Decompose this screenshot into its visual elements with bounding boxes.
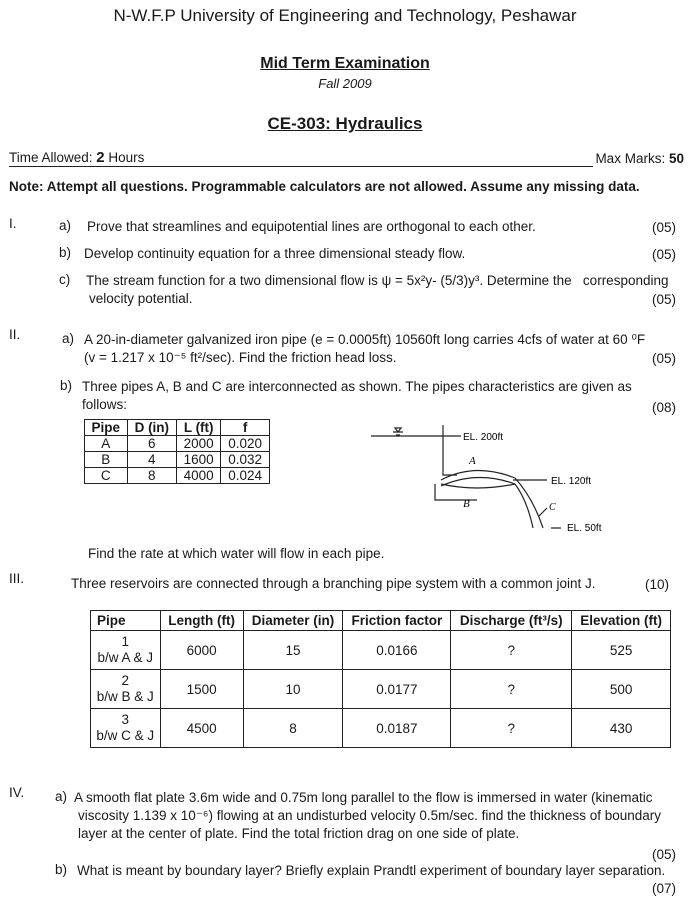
reservoir-pipe-figure <box>365 420 635 545</box>
q4b-text: What is meant by boundary layer? Briefly explain Prandtl experiment of boundary layer separation. <box>77 863 666 878</box>
pipe-c <box>515 478 543 528</box>
reservoir-outline <box>371 436 457 475</box>
table-cell-pipe <box>91 709 161 748</box>
pipe-between: b/w C & J <box>96 728 155 743</box>
q2b-text-1: Three pipes A, B and C are interconnected as shown. The pipes characteristics are given as <box>82 379 632 394</box>
table-cell: 15 <box>243 631 343 670</box>
table-cell: ? <box>451 631 572 670</box>
pipe-characteristics-table <box>84 419 270 484</box>
el2-label: EL. 120ft <box>551 476 592 487</box>
table-header-cell: L (ft) <box>177 420 221 436</box>
table-cell: 0.020 <box>221 436 270 452</box>
table-header-cell: f <box>221 420 270 436</box>
pipe-c-label: C <box>549 502 556 513</box>
q2b-find: Find the rate at which water will flow in each pipe. <box>88 546 385 561</box>
q3-marks: (10) <box>644 577 669 592</box>
q1a-text: Prove that streamlines and equipotential lines are orthogonal to each other. <box>87 219 536 234</box>
pipe-between: b/w B & J <box>96 689 154 704</box>
table-cell: 0.0177 <box>343 670 451 709</box>
q1c-label: c) <box>59 272 71 287</box>
table-cell: 8 <box>127 468 176 484</box>
table-row <box>91 709 671 748</box>
q2a-text-2: (v = 1.217 x 10⁻⁵ ft²/sec). Find the friction head loss. <box>84 350 397 365</box>
table-cell: 4500 <box>160 709 243 748</box>
q4b-marks: (07) <box>651 881 676 896</box>
el3-label: EL. 50ft <box>567 523 602 534</box>
table-header-cell: Discharge (ft³/s) <box>451 611 572 631</box>
q4a-label: a) <box>55 789 68 804</box>
q4-number: IV. <box>9 785 25 800</box>
c-leader <box>539 508 547 516</box>
table-header-cell: D (in) <box>127 420 176 436</box>
time-allowed <box>9 149 153 167</box>
el1-label: EL. 200ft <box>463 432 504 443</box>
table-cell: 6000 <box>160 631 243 670</box>
q2-number: II. <box>9 327 21 342</box>
table-header-cell: Diameter (in) <box>243 611 343 631</box>
table-cell: C <box>85 468 128 484</box>
table-header-cell: Elevation (ft) <box>572 611 671 631</box>
time-label: Time Allowed: <box>9 150 93 165</box>
marks-value: 50 <box>668 151 684 166</box>
pipe-number: 3 <box>121 712 130 727</box>
time-unit: Hours <box>108 150 145 165</box>
pipe-a <box>441 470 515 480</box>
q1c-marks: (05) <box>651 292 676 307</box>
table-cell: ? <box>451 709 572 748</box>
q4a-text-2: viscosity 1.139 x 10⁻⁶) flowing at an undisturbed velocity 0.5m/sec. find the thickness of boundary <box>78 808 661 823</box>
q1b-marks: (05) <box>651 247 676 262</box>
table-cell: B <box>85 452 128 468</box>
q1b-label: b) <box>59 245 72 260</box>
q1-number: I. <box>9 216 17 231</box>
table-header-cell: Pipe <box>91 611 161 631</box>
table-header-row <box>91 611 671 631</box>
pipe-b <box>441 484 515 488</box>
q4b-label: b) <box>55 862 68 877</box>
course-title: CE-303: Hydraulics <box>267 114 423 133</box>
table-row <box>85 436 270 452</box>
table-cell: 0.024 <box>221 468 270 484</box>
q2b-text-2: follows: <box>82 397 128 412</box>
table-cell: 1600 <box>177 452 221 468</box>
pipe-between: b/w A & J <box>97 650 154 665</box>
q2a-label: a) <box>62 331 75 346</box>
pipe-c-inner <box>515 484 533 528</box>
table-cell: 0.0187 <box>343 709 451 748</box>
pipe-b-label: B <box>463 498 470 510</box>
q4a-text-3: layer at the center of plate. Find the total friction drag on one side of plate. <box>78 826 520 841</box>
q4a-text-1: A smooth flat plate 3.6m wide and 0.75m long parallel to the flow is immersed in water (kinematic <box>74 790 653 805</box>
q4a-marks: (05) <box>651 847 676 862</box>
q3-number: III. <box>9 571 25 586</box>
table-cell: 430 <box>572 709 671 748</box>
q1a-marks: (05) <box>651 220 676 235</box>
note: Note: Attempt all questions. Programmable calculators are not allowed. Assume any missing data. <box>9 179 640 194</box>
university-name: N-W.F.P University of Engineering and Technology, Peshawar <box>113 6 577 25</box>
water-surface-symbol <box>393 428 403 435</box>
time-rule <box>153 166 593 167</box>
table-cell: 4000 <box>177 468 221 484</box>
table-cell: 8 <box>243 709 343 748</box>
table-cell: 500 <box>572 670 671 709</box>
q2b-label: b) <box>60 378 73 393</box>
pipe-a-inner <box>441 477 515 486</box>
table-cell-pipe <box>91 631 161 670</box>
marks-label: Max Marks: <box>595 151 666 166</box>
table-header-cell: Pipe <box>85 420 128 436</box>
q2a-text-1: A 20-in-diameter galvanized iron pipe (e = 0.0005ft) 10560ft long carries 4cfs of water at 60 ⁰F <box>84 332 646 347</box>
q2b-marks: (08) <box>651 400 676 415</box>
q1c-text-2: velocity potential. <box>89 291 193 306</box>
table-row <box>85 452 270 468</box>
max-marks <box>595 151 684 166</box>
exam-term: Fall 2009 <box>318 76 372 91</box>
table-cell: 0.0166 <box>343 631 451 670</box>
q2a-marks: (05) <box>651 351 676 366</box>
pipe-a-label: A <box>469 455 476 467</box>
table-cell: ? <box>451 670 572 709</box>
table-row <box>91 670 671 709</box>
table-cell: 4 <box>127 452 176 468</box>
pipe-number: 1 <box>121 634 130 649</box>
exam-title: Mid Term Examination <box>260 55 430 72</box>
table-cell: 6 <box>127 436 176 452</box>
table-header-cell: Friction factor <box>343 611 451 631</box>
q1a-label: a) <box>59 218 72 233</box>
table-cell: A <box>85 436 128 452</box>
table-row <box>85 468 270 484</box>
table-cell: 2000 <box>177 436 221 452</box>
table-header-cell: Length (ft) <box>160 611 243 631</box>
time-value: 2 <box>96 149 105 166</box>
table-cell: 0.032 <box>221 452 270 468</box>
table-cell: 525 <box>572 631 671 670</box>
table-cell-pipe <box>91 670 161 709</box>
pipe-number: 2 <box>121 673 130 688</box>
q1b-text: Develop continuity equation for a three dimensional steady flow. <box>84 246 466 261</box>
table-row <box>91 631 671 670</box>
table-cell: 10 <box>243 670 343 709</box>
table-cell: 1500 <box>160 670 243 709</box>
table-header-row <box>85 420 270 436</box>
q3-text: Three reservoirs are connected through a branching pipe system with a common joint J. <box>71 576 596 591</box>
q1c-text-1: The stream function for a two dimensional flow is ψ = 5x²y- (5/3)y³. Determine the corresponding <box>86 273 669 288</box>
branching-pipe-table <box>90 610 671 748</box>
